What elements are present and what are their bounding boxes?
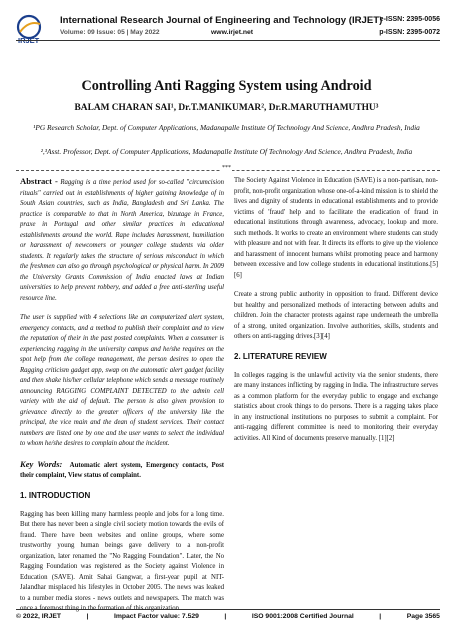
abstract-text-1: Ragging is a time period used for so-called "circumcision rituals" carried out in establishments of higher gaining knowledge of in South Asian countries, such as India, Bangladesh and Sri Lanka. The practice is comparable to that in North America, bizutage in France, praxe in Portugal and other similar practices in educational establishments around the world. Rape includes harassment, humiliation or harassment of newcomers or younger college students via older students. It regularly takes the structure of serious misconduct in which the freshmen can also go through psychological or physical harm. In 2009 the University Grants Commission of India enacted laws at Indian universities to help prevent robbery, and added a free anti-sterling useful resource line.	[20, 179, 224, 302]
journal-title: International Research Journal of Engineering and Technology (IRJET)	[60, 15, 383, 26]
volume-issue: Volume: 09 Issue: 05 | May 2022	[60, 29, 160, 36]
journal-url[interactable]: www.irjet.net	[211, 29, 254, 36]
journal-header	[16, 14, 440, 48]
footer-impact-factor: Impact Factor value: 7.529	[113, 613, 199, 620]
author-list: BALAM CHARAN SAI¹, Dr.T.MANIKUMAR², Dr.R.MARUTHAMUTHU³	[74, 103, 379, 113]
footer-divider-mark: |	[86, 613, 89, 620]
footer-divider	[16, 609, 440, 610]
paper-title: Controlling Anti Ragging System using Android	[81, 78, 372, 94]
introduction-paragraph-2: The Society Against Violence in Education (SAVE) is a non-partisan, non-profit, non-profit organization whose one-of-a-kind mission is to shield the lives and dignity of students in educational establishments and to provide victims of 'fraud' help and to facilitate the eradication of fraud in educational institutions through awareness, advocacy, lookup and more. such methods. It works to create an environment where students can study with pleasure and not with fear. It directs its efforts to give up the violence and harassment of innocent humans whilst promoting peace and harmony between excessive and low college students in educational institutions.[5][6]	[234, 177, 438, 279]
right-column-flow	[234, 176, 438, 444]
keywords	[20, 459, 224, 482]
footer-divider-mark: |	[224, 613, 227, 620]
svg-text:IRJET: IRJET	[18, 36, 40, 45]
footer-divider-mark: |	[379, 613, 382, 620]
keywords-text: Automatic alert system, Emergency contacts, Post their complaint, View status of complaint.	[20, 461, 224, 479]
left-column	[20, 176, 224, 615]
section-heading-literature-review: 2. LITERATURE REVIEW	[234, 351, 327, 361]
footer-iso: ISO 9001:2008 Certified Journal	[251, 613, 354, 620]
footer-copyright: © 2022, IRJET	[16, 613, 62, 620]
section-heading-introduction: 1. INTRODUCTION	[20, 490, 91, 500]
e-issn: e-ISSN: 2395-0056	[379, 16, 440, 23]
introduction-paragraph-1: Ragging has been killing many harmless people and jobs for a long time. But there has never been a single civil society motion towards the evils of fraud. There have been websites and online groups, where some trustworthy young human beings gave delivery to a non-profit organization, later renamed the "No Ragging Foundation". Later, the No Ragging Foundation was registered as the Society against Violence in Education (SAVE). Amit Sahai Gangwar, a first-year pupil at NIT-Jalandhar misplaced his lifestyles in October 2005. The news was leaked to a number media stores - news outlets and newspapers. The match was once a foremost thing in the formation of this organization.	[20, 510, 224, 612]
affiliation-1: ¹PG Research Scholar, Dept. of Computer Applications, Madanapalle Institute Of Technology And Science, Andhra Pradesh, India	[33, 123, 420, 132]
affiliation-2: ²,³Asst. Professor, Dept. of Computer Applications, Madanapalle Institute Of Technology And Science, Andhra Pradesh, India	[40, 147, 413, 156]
abstract-label: Abstract -	[20, 176, 58, 186]
footer-page-number: Page 3565	[406, 613, 440, 620]
abstract-paragraph-1	[20, 176, 224, 304]
header-divider	[16, 40, 440, 41]
literature-review-paragraph-1: In colleges ragging is the unlawful activity via the senior students, there are many instances inflicting by ragging in India. The infrastructure serves as a common platform for the everyday public to engage and exchange statistics about crook things to do persons. There is a ragging takes place in any instructional institutions no purposes to submit a complaint. For anti-ragging different committee is need to monitoring their everyday activities. All Kind of documents preserve manually. [1][2]	[234, 371, 438, 442]
keywords-label: Key Words:	[20, 458, 63, 469]
separator-stars: ***	[222, 165, 231, 171]
introduction-paragraph-3: Create a strong public authority in opposition to fraud. Different device but healthy and personalized methods of interacting between adults and children. Join the character protests against rape underneath the umbrella of a strong, united organization. Involve authorities, skills, students and others on anti-ragging drives.[3][4]	[234, 291, 438, 340]
irjet-logo	[16, 14, 54, 46]
page-footer	[16, 613, 440, 620]
abstract-paragraph-2: The user is supplied with 4 selections like an computerized alert system, emergency contacts, and a method to publish their complaint and to view the reputation of their in the past posted complaints. When a consumer is experiencing ragging in the university campus and he/she requires on the spot help from the college management, the person desires to open the Ragging criticism gadget app, swap on the automatic alert gadget facility and then shake his/her cellular telephone which sends a message routinely announcing RAGGING COMPLAINT DETECTED to the admin cell variety with the aid of default. The person is also given provision to grievance directly to the greater officers of the university like the principal, the vice main and the dean of student services. Their contact numbers are listed one by one and the user wants to select the individual to whom he/she desires to complain about the incident.	[20, 314, 224, 447]
p-issn: p-ISSN: 2395-0072	[379, 29, 440, 36]
